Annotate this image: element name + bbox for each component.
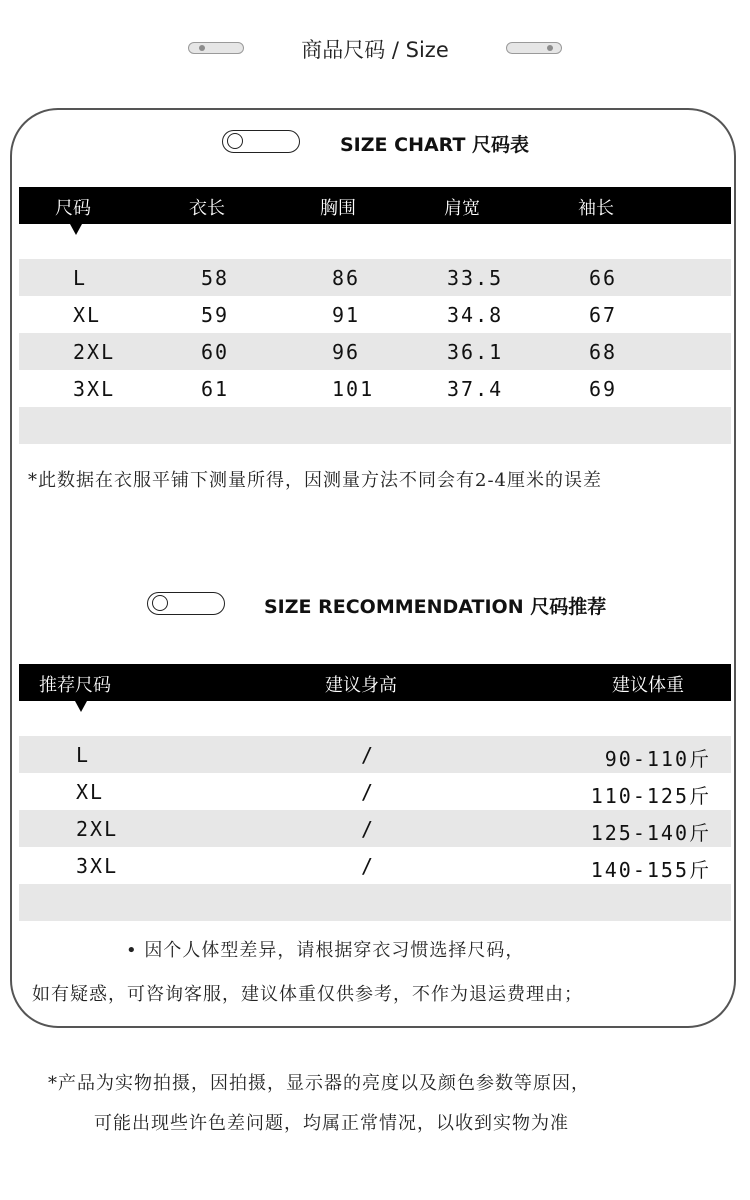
table-row: XL 59 91 34.8 67 (73, 303, 618, 327)
toggle-icon (222, 130, 300, 153)
size-chart-title: SIZE CHART 尺码表 (340, 134, 530, 156)
size-recommendation-title: SIZE RECOMMENDATION 尺码推荐 (264, 596, 607, 618)
size-chart-header (19, 187, 731, 224)
header-pointer (70, 224, 82, 235)
col-chest: 胸围 (320, 198, 356, 219)
table-row: 2XL 60 96 36.1 68 (19, 333, 731, 370)
table-row: XL / 110-125斤 (76, 780, 711, 808)
table-row: 3XL 61 101 37.4 69 (73, 377, 618, 401)
footer-note-2: 可能出现些许色差问题，均属正常情况，以收到实物为准 (94, 1113, 569, 1134)
header-right-pill (506, 42, 562, 54)
table-row: L / 90-110斤 (19, 736, 731, 773)
table-footer-row (19, 884, 731, 921)
col-weight: 建议体重 (612, 675, 684, 696)
table-row: 3XL / 140-155斤 (76, 854, 711, 882)
recommendation-note-1: • 因个人体型差异，请根据穿衣习惯选择尺码， (126, 940, 525, 961)
footer-note-1: *产品为实物拍摄，因拍摄，显示器的亮度以及颜色参数等原因， (48, 1073, 590, 1094)
table-row: L 58 86 33.5 66 (19, 259, 731, 296)
measurement-note: *此数据在衣服平铺下测量所得，因测量方法不同会有2-4厘米的误差 (28, 470, 602, 491)
page-title: 商品尺码 / Size (301, 38, 449, 62)
header-pointer (75, 701, 87, 712)
recommendation-header (19, 664, 731, 701)
col-height: 建议身高 (325, 675, 397, 696)
col-size: 尺码 (55, 198, 91, 219)
table-row: 2XL / 125-140斤 (19, 810, 731, 847)
col-sleeve: 袖长 (578, 198, 614, 219)
col-recommended-size: 推荐尺码 (39, 675, 111, 696)
table-footer-row (19, 407, 731, 444)
recommendation-note-2: 如有疑惑，可咨询客服，建议体重仅供参考，不作为退运费理由； (32, 984, 583, 1005)
toggle-icon (147, 592, 225, 615)
col-length: 衣长 (189, 198, 225, 219)
col-shoulder: 肩宽 (444, 198, 480, 219)
